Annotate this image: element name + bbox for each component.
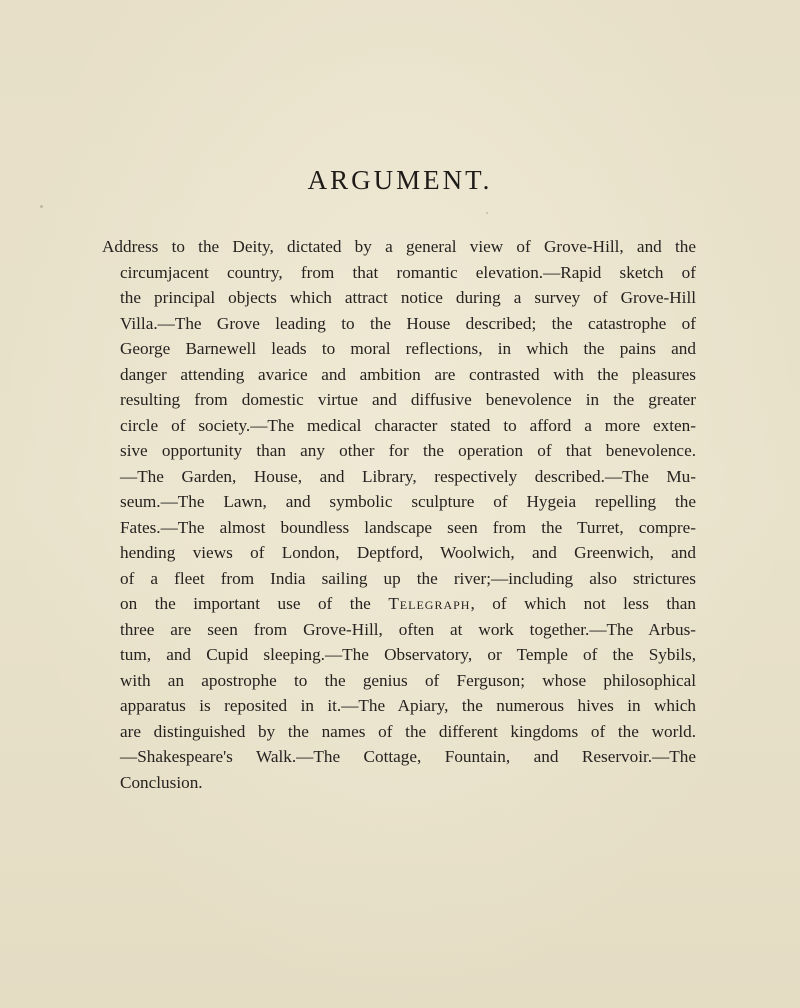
text-line: Villa.—The Grove leading to the House described; the catastrophe of	[120, 313, 696, 333]
text-line: are distinguished by the names of the different kingdoms of the world.	[120, 721, 696, 741]
paper-speck	[486, 212, 488, 214]
text-line: Fates.—The almost boundless landscape seen from the Turret, compre-	[120, 517, 696, 537]
text-line: tum, and Cupid sleeping.—The Observatory, or Temple of the Sybils,	[120, 645, 696, 664]
text-line: seum.—The Lawn, and symbolic sculpture of Hygeia repelling the	[120, 492, 696, 511]
paper-speck	[40, 205, 43, 208]
text-line: three are seen from Grove-Hill, often at work together.—The Arbus-	[120, 619, 696, 639]
text-segment: on the important use of the	[120, 594, 389, 613]
text-line: —The Garden, House, and Library, respectively described.—The Mu-	[120, 466, 696, 486]
text-line: circumjacent country, from that romantic elevation.—Rapid sketch of	[120, 262, 696, 282]
text-line: of a fleet from India sailing up the river;—including also strictures	[120, 568, 696, 588]
text-line: Conclusion.	[120, 772, 203, 792]
text-line: sive opportunity than any other for the operation of that benevolence.	[120, 441, 696, 460]
text-line-telegraph	[102, 591, 696, 617]
text-line: danger attending avarice and ambition are contrasted with the pleasures	[120, 364, 696, 384]
text-line: resulting from domestic virtue and diffusive benevolence in the greater	[120, 390, 696, 409]
text-line: —Shakespeare's Walk.—The Cottage, Fountain, and Reservoir.—The	[120, 747, 696, 766]
text-line: hending views of London, Deptford, Woolwich, and Greenwich, and	[120, 543, 696, 562]
text-segment: , of which not less than	[470, 594, 696, 613]
text-line: the principal objects which attract notice during a survey of Grove-Hill	[120, 288, 696, 307]
telegraph-smallcaps: Telegraph	[388, 594, 471, 613]
text-line: apparatus is reposited in it.—The Apiary, the numerous hives in which	[120, 696, 696, 715]
text-line: circle of society.—The medical character stated to afford a more exten-	[120, 415, 696, 435]
page-title: ARGUMENT.	[307, 165, 493, 195]
argument-paragraph	[102, 234, 696, 795]
text-line: with an apostrophe to the genius of Ferguson; whose philosophical	[120, 670, 696, 690]
text-line: Address to the Deity, dictated by a general view of Grove-Hill, and the	[102, 237, 696, 256]
text-line: George Barnewell leads to moral reflections, in which the pains and	[120, 339, 696, 358]
